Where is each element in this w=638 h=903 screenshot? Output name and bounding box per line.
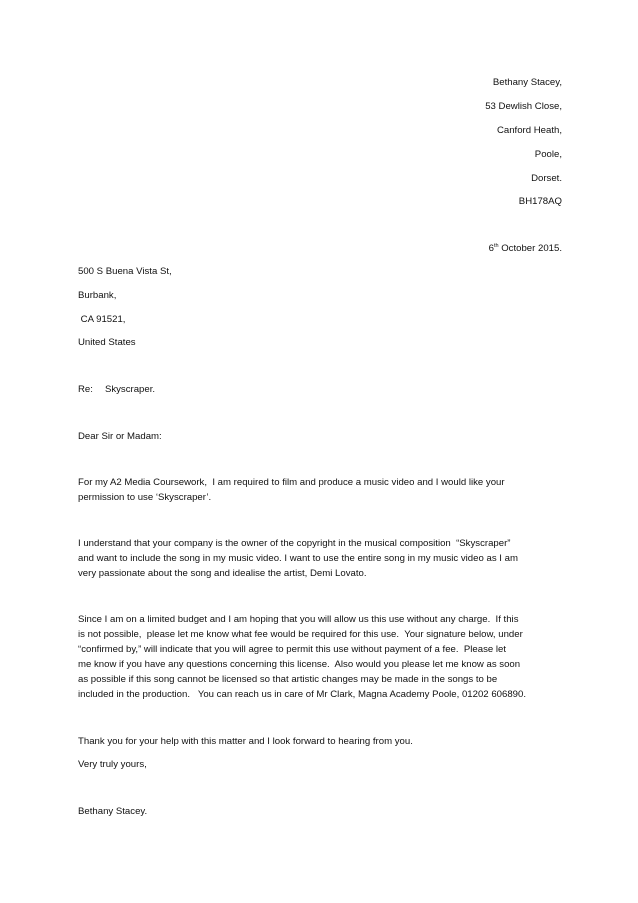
body-p3-line5: as possible if this song cannot be licensed so that artistic changes may be made in the songs to be [78,674,498,685]
body-p3-line3: “confirmed by,” will indicate that you will agree to permit this use without payment of a fee. Please let [78,644,507,655]
body-p3-line2: is not possible, please let me know what fee would be required for this use. Your signature below, under [78,629,523,640]
body-p3-line6: included in the production. You can reach us in care of Mr Clark, Magna Academy Poole, 01202 606890. [78,689,526,700]
date-rest: October 2015. [498,243,562,254]
body-p1-line2: permission to use ‘Skyscraper’. [78,492,212,503]
salutation: Dear Sir or Madam: [78,431,162,442]
sender-postcode: BH178AQ [518,196,562,207]
subject-prefix: Re: [78,384,93,395]
body-p2-line1: I understand that your company is the owner of the copyright in the musical composition “Skyscraper” [78,538,511,549]
closing: Very truly yours, [78,759,147,770]
body-p4: Thank you for your help with this matter and I look forward to hearing from you. [78,736,413,747]
date-suffix: th [493,242,499,249]
sender-street: 53 Dewlish Close, [485,101,562,112]
date-day: 6 [488,243,494,254]
body-p1-line1: For my A2 Media Coursework, I am required to film and produce a music video and I would like your [78,477,505,488]
recipient-city: Burbank, [78,290,117,301]
recipient-street: 500 S Buena Vista St, [78,266,172,277]
sender-town: Poole, [534,149,562,160]
recipient-state-zip: CA 91521, [78,314,126,325]
body-p3-line4: me know if you have any questions concerning this license. Also would you please let me know as soon [78,659,521,670]
body-p3-line1: Since I am on a limited budget and I am hoping that you will allow us this use without any charge. If this [78,614,519,625]
body-p2-line3: very passionate about the song and idealise the artist, Demi Lovato. [78,568,367,579]
letter-date [489,243,562,255]
sender-name: Bethany Stacey, [492,77,562,88]
sender-county: Dorset. [531,173,562,184]
body-p2-line2: and want to include the song in my music video. I want to use the entire song in my music video as I am [78,553,518,564]
signature-name: Bethany Stacey. [78,806,148,817]
subject-line [78,384,155,396]
recipient-country: United States [78,337,136,348]
subject-text: Skyscraper. [104,384,156,395]
sender-area: Canford Heath, [496,125,562,136]
